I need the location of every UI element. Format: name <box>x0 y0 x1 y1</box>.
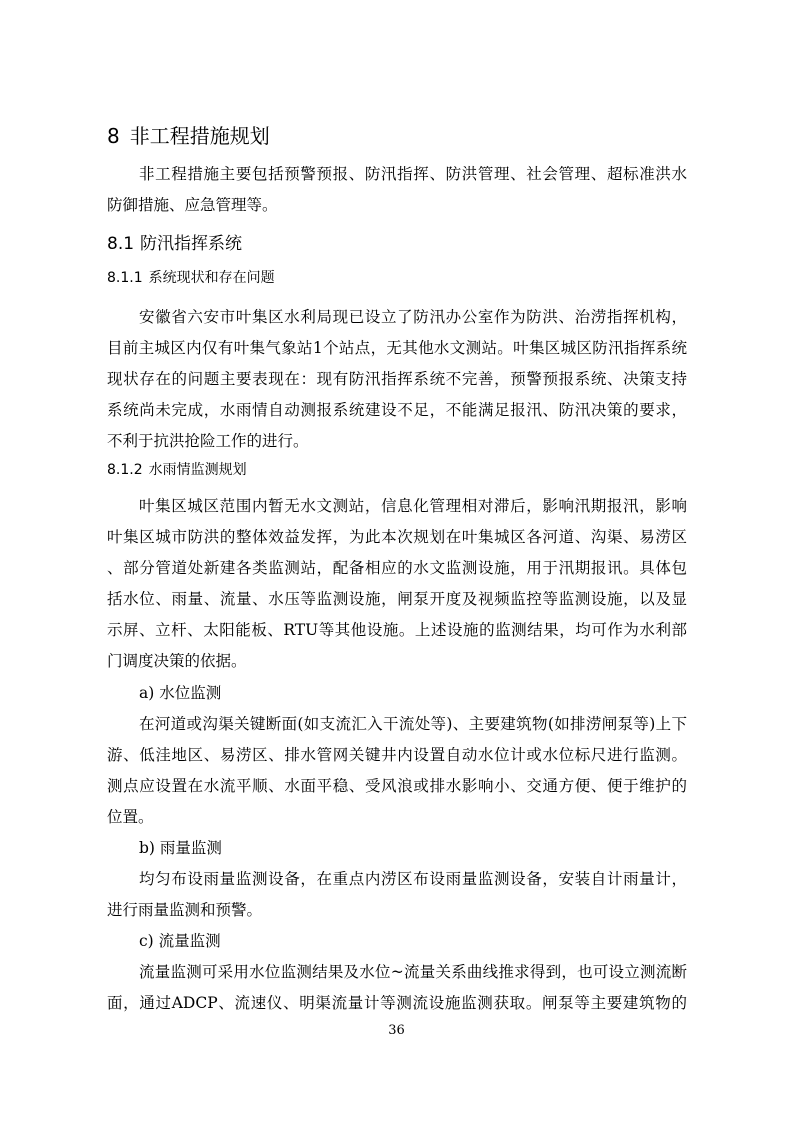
paragraph-item-a <box>107 709 687 833</box>
subsection-title: 系统现状和存在问题 <box>148 270 275 286</box>
paragraph-line: 括水位、雨量、流量、水压等监测设施，闸泵开度及视频监控等监测设施，以及显 <box>107 590 687 608</box>
paragraph-line: 目前主城区内仅有叶集气象站1个站点，无其他水文测站。叶集区城区防汛指挥系统 <box>107 339 687 357</box>
section-heading <box>107 231 242 257</box>
paragraph-line: 、部分管道处新建各类监测站，配备相应的水文监测设施，用于汛期报讯。具体包 <box>107 559 687 577</box>
paragraph-line: 安徽省六安市叶集区水利局现已设立了防汛办公室作为防洪、治涝指挥机构， <box>139 308 687 326</box>
paragraph-item-c <box>107 957 687 1019</box>
paragraph-line: 测点应设置在水流平顺、水面平稳、受风浪或排水影响小、交通方便、便于维护的 <box>107 777 687 795</box>
subsection-number: 8.1.1 <box>107 270 143 286</box>
section-title: 防汛指挥系统 <box>140 234 243 254</box>
paragraph-line: 叶集区城区范围内暂无水文测站，信息化管理相对滞后，影响汛期报汛，影响 <box>139 497 687 515</box>
subsection-title: 水雨情监测规划 <box>148 462 247 478</box>
chapter-title: 非工程措施规划 <box>129 124 270 148</box>
paragraph-line: 叶集区城市防洪的整体效益发挥，为此本次规划在叶集城区各河道、沟渠、易涝区 <box>107 528 687 546</box>
paragraph-line: 进行雨量监测和预警。 <box>107 901 263 919</box>
chapter-heading <box>107 122 270 150</box>
subsection-heading-811 <box>107 267 275 289</box>
paragraph-line: 防御措施、应急管理等。 <box>107 196 278 214</box>
paragraph-line: 面，通过ADCP、流速仪、明渠流量计等测流设施监测获取。闸泵等主要建筑物的 <box>107 994 687 1012</box>
paragraph-line: 非工程措施主要包括预警预报、防汛指挥、防洪管理、社会管理、超标准洪水 <box>139 165 687 183</box>
subsection-heading-812 <box>107 459 247 481</box>
paragraph-line: 不利于抗洪抢险工作的进行。 <box>107 432 309 450</box>
paragraph-line: 在河道或沟渠关键断面(如支流汇入干流处等)、主要建筑物(如排涝闸泵等)上下 <box>139 715 687 733</box>
chapter-number: 8 <box>107 124 120 148</box>
item-c-label: c) 流量监测 <box>139 932 221 950</box>
paragraph-line: 示屏、立杆、太阳能板、RTU等其他设施。上述设施的监测结果，均可作为水利部 <box>107 621 687 639</box>
paragraph-812 <box>107 491 687 677</box>
paragraph-line: 现状存在的问题主要表现在：现有防汛指挥系统不完善，预警预报系统、决策支持 <box>107 370 687 388</box>
paragraph-line: 均匀布设雨量监测设备，在重点内涝区布设雨量监测设备，安装自计雨量计， <box>139 870 687 888</box>
subsection-number: 8.1.2 <box>107 462 143 478</box>
item-a-label: a) 水位监测 <box>139 684 222 702</box>
paragraph-line: 游、低洼地区、易涝区、排水管网关键井内设置自动水位计或水位标尺进行监测。 <box>107 746 687 764</box>
paragraph-line: 位置。 <box>107 808 154 826</box>
paragraph-line: 门调度决策的依据。 <box>107 652 247 670</box>
intro-paragraph <box>107 159 687 221</box>
page-number: 36 <box>388 1023 405 1038</box>
paragraph-line: 系统尚未完成，水雨情自动测报系统建设不足，不能满足报汛、防汛决策的要求， <box>107 401 687 419</box>
paragraph-811 <box>107 302 687 457</box>
item-b-label: b) 雨量监测 <box>139 839 222 857</box>
paragraph-item-b <box>107 864 687 926</box>
section-number: 8.1 <box>107 234 135 254</box>
paragraph-line: 流量监测可采用水位监测结果及水位~流量关系曲线推求得到，也可设立测流断 <box>139 963 687 981</box>
